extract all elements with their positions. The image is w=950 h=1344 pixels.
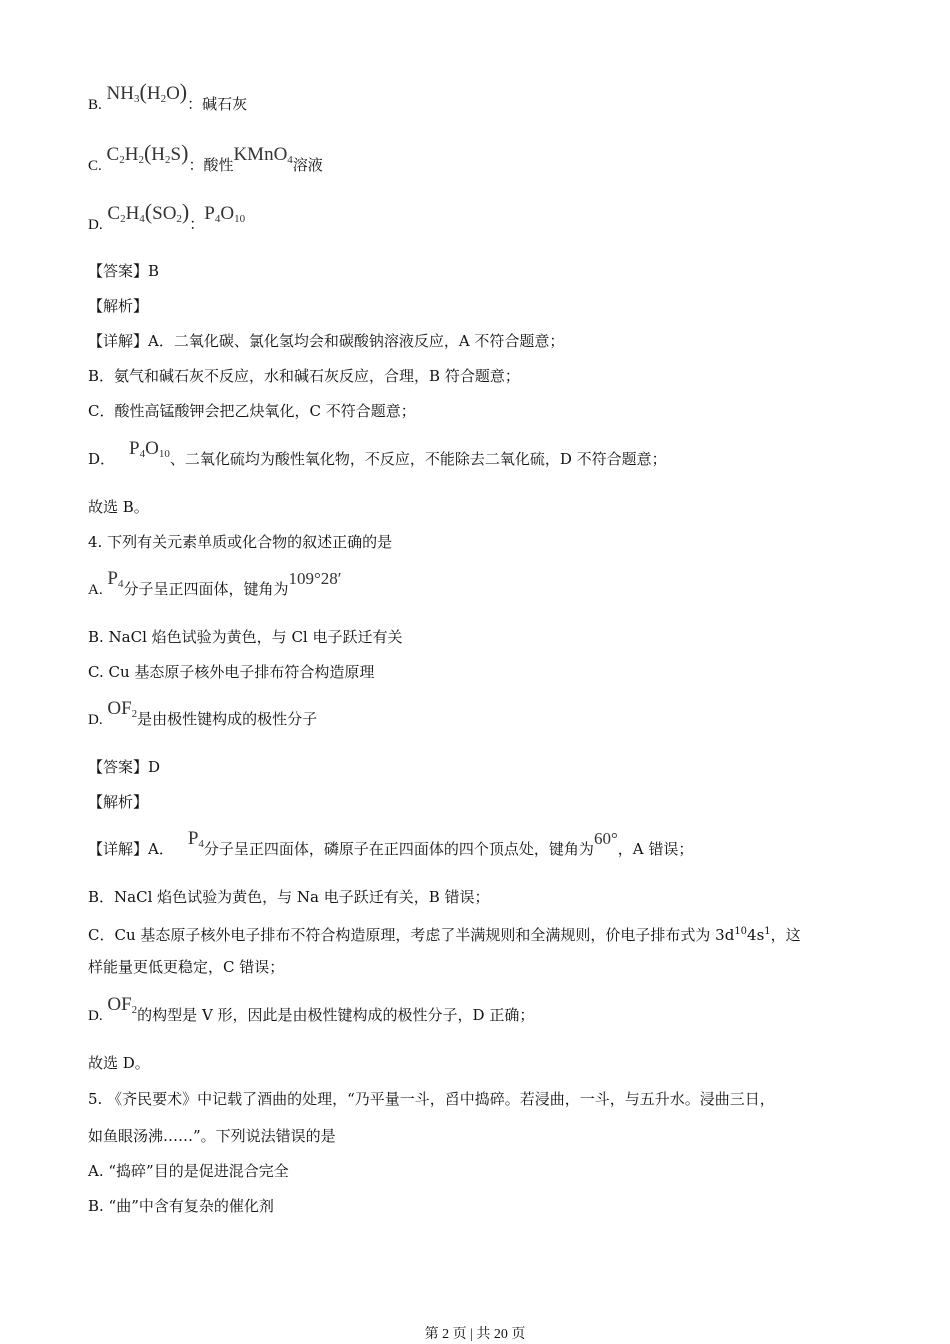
formula-of2: $OF_2$ [107,698,138,720]
q4-option-b: B. NaCl 焰色试验为黄色，与 Cl 电子跃迁有关 [88,628,403,646]
q4-option-d: D. $OF_2$是由极性键构成的极性分子 [88,698,318,728]
q4-detail-b: B．NaCl 焰色试验为黄色，与 Na 电子跃迁有关，B 错误； [88,888,490,906]
q3-detail-d: D． $P_4O_{10}$、二氧化硫均为酸性氧化物，不反应，不能除去二氧化硫，D 不符合题意； [88,438,667,468]
q5-stem: 5. 《齐民要术》中记载了酒曲的处理，“乃平量一斗，舀中捣碎。若浸曲，一斗，与五升水。浸曲三日， [88,1090,775,1108]
option-b: B. $NH_3(H_2O)$：碱石灰 [88,79,248,113]
q3-analysis-title: 【解析】 [88,297,149,315]
q3-detail-c: C．酸性高锰酸钾会把乙炔氧化，C 不符合题意； [88,402,416,420]
formula-p4o10: $P_4O_{10}$ [129,438,170,460]
option-d: D. $C_2H_4(SO_2)$：$P_4O_{10}$ [88,199,246,233]
q3-conclusion: 故选 B。 [88,498,149,516]
q3-detail-b: B．氨气和碱石灰不反应，水和碱石灰反应，合理，B 符合题意； [88,367,520,385]
q4-analysis-title: 【解析】 [88,793,149,811]
q4-detail-d: D. $OF_2$的构型是 V 形，因此是由极性键构成的极性分子，D 正确； [88,994,535,1024]
formula-nh3-h2o: $NH_3(H_2O)$ [106,79,188,105]
q5-option-a: A. “捣碎”目的是促进混合完全 [88,1162,289,1180]
formula-c2h4-so2: $C_2H_4(SO_2)$ [107,199,190,225]
formula-p4o10: $P_4O_{10}$ [204,203,246,225]
formula-c2h2-h2s: $C_2H_2(H_2S)$ [106,140,189,166]
q4-option-a: A. $P_4$分子呈正四面体，键角为109°28′ [88,568,342,598]
q4-option-c: C. Cu 基态原子核外电子排布符合构造原理 [88,663,375,681]
q4-conclusion: 故选 D。 [88,1054,150,1072]
q4-stem: 4. 下列有关元素单质或化合物的叙述正确的是 [88,533,393,551]
q5-option-b: B. “曲”中含有复杂的催化剂 [88,1197,274,1215]
page-footer: 第 2 页 | 共 20 页 [424,1327,526,1342]
formula-of2: $OF_2$ [107,994,138,1016]
option-c: C. $C_2H_2(H_2S)$：酸性KMnO$_4$溶液 [88,140,323,174]
q3-detail-a: 【详解】A．二氧化碳、氯化氢均会和碳酸钠溶液反应，A 不符合题意； [88,332,565,350]
q4-detail-c-cont: 样能量更低更稳定，C 错误； [88,958,285,976]
q4-answer: 【答案】D [88,758,161,776]
q4-detail-c: C．Cu 基态原子核外电子排布不符合构造原理，考虑了半满规则和全满规则，价电子排布式为 $3d^{10}4s^1$，这 [88,926,801,944]
q4-detail-a: 【详解】A． $P_4$分子呈正四面体，磷原子在正四面体的四个顶点处，键角为60°，A 错误； [88,828,694,858]
formula-kmno4: KMnO$_4$ [233,144,293,166]
formula-p4: $P_4$ [187,828,204,850]
q3-answer: 【答案】B [88,262,160,280]
formula-p4: $P_4$ [107,568,124,590]
q5-stem-cont: 如鱼眼汤沸……”。下列说法错误的是 [88,1127,336,1145]
